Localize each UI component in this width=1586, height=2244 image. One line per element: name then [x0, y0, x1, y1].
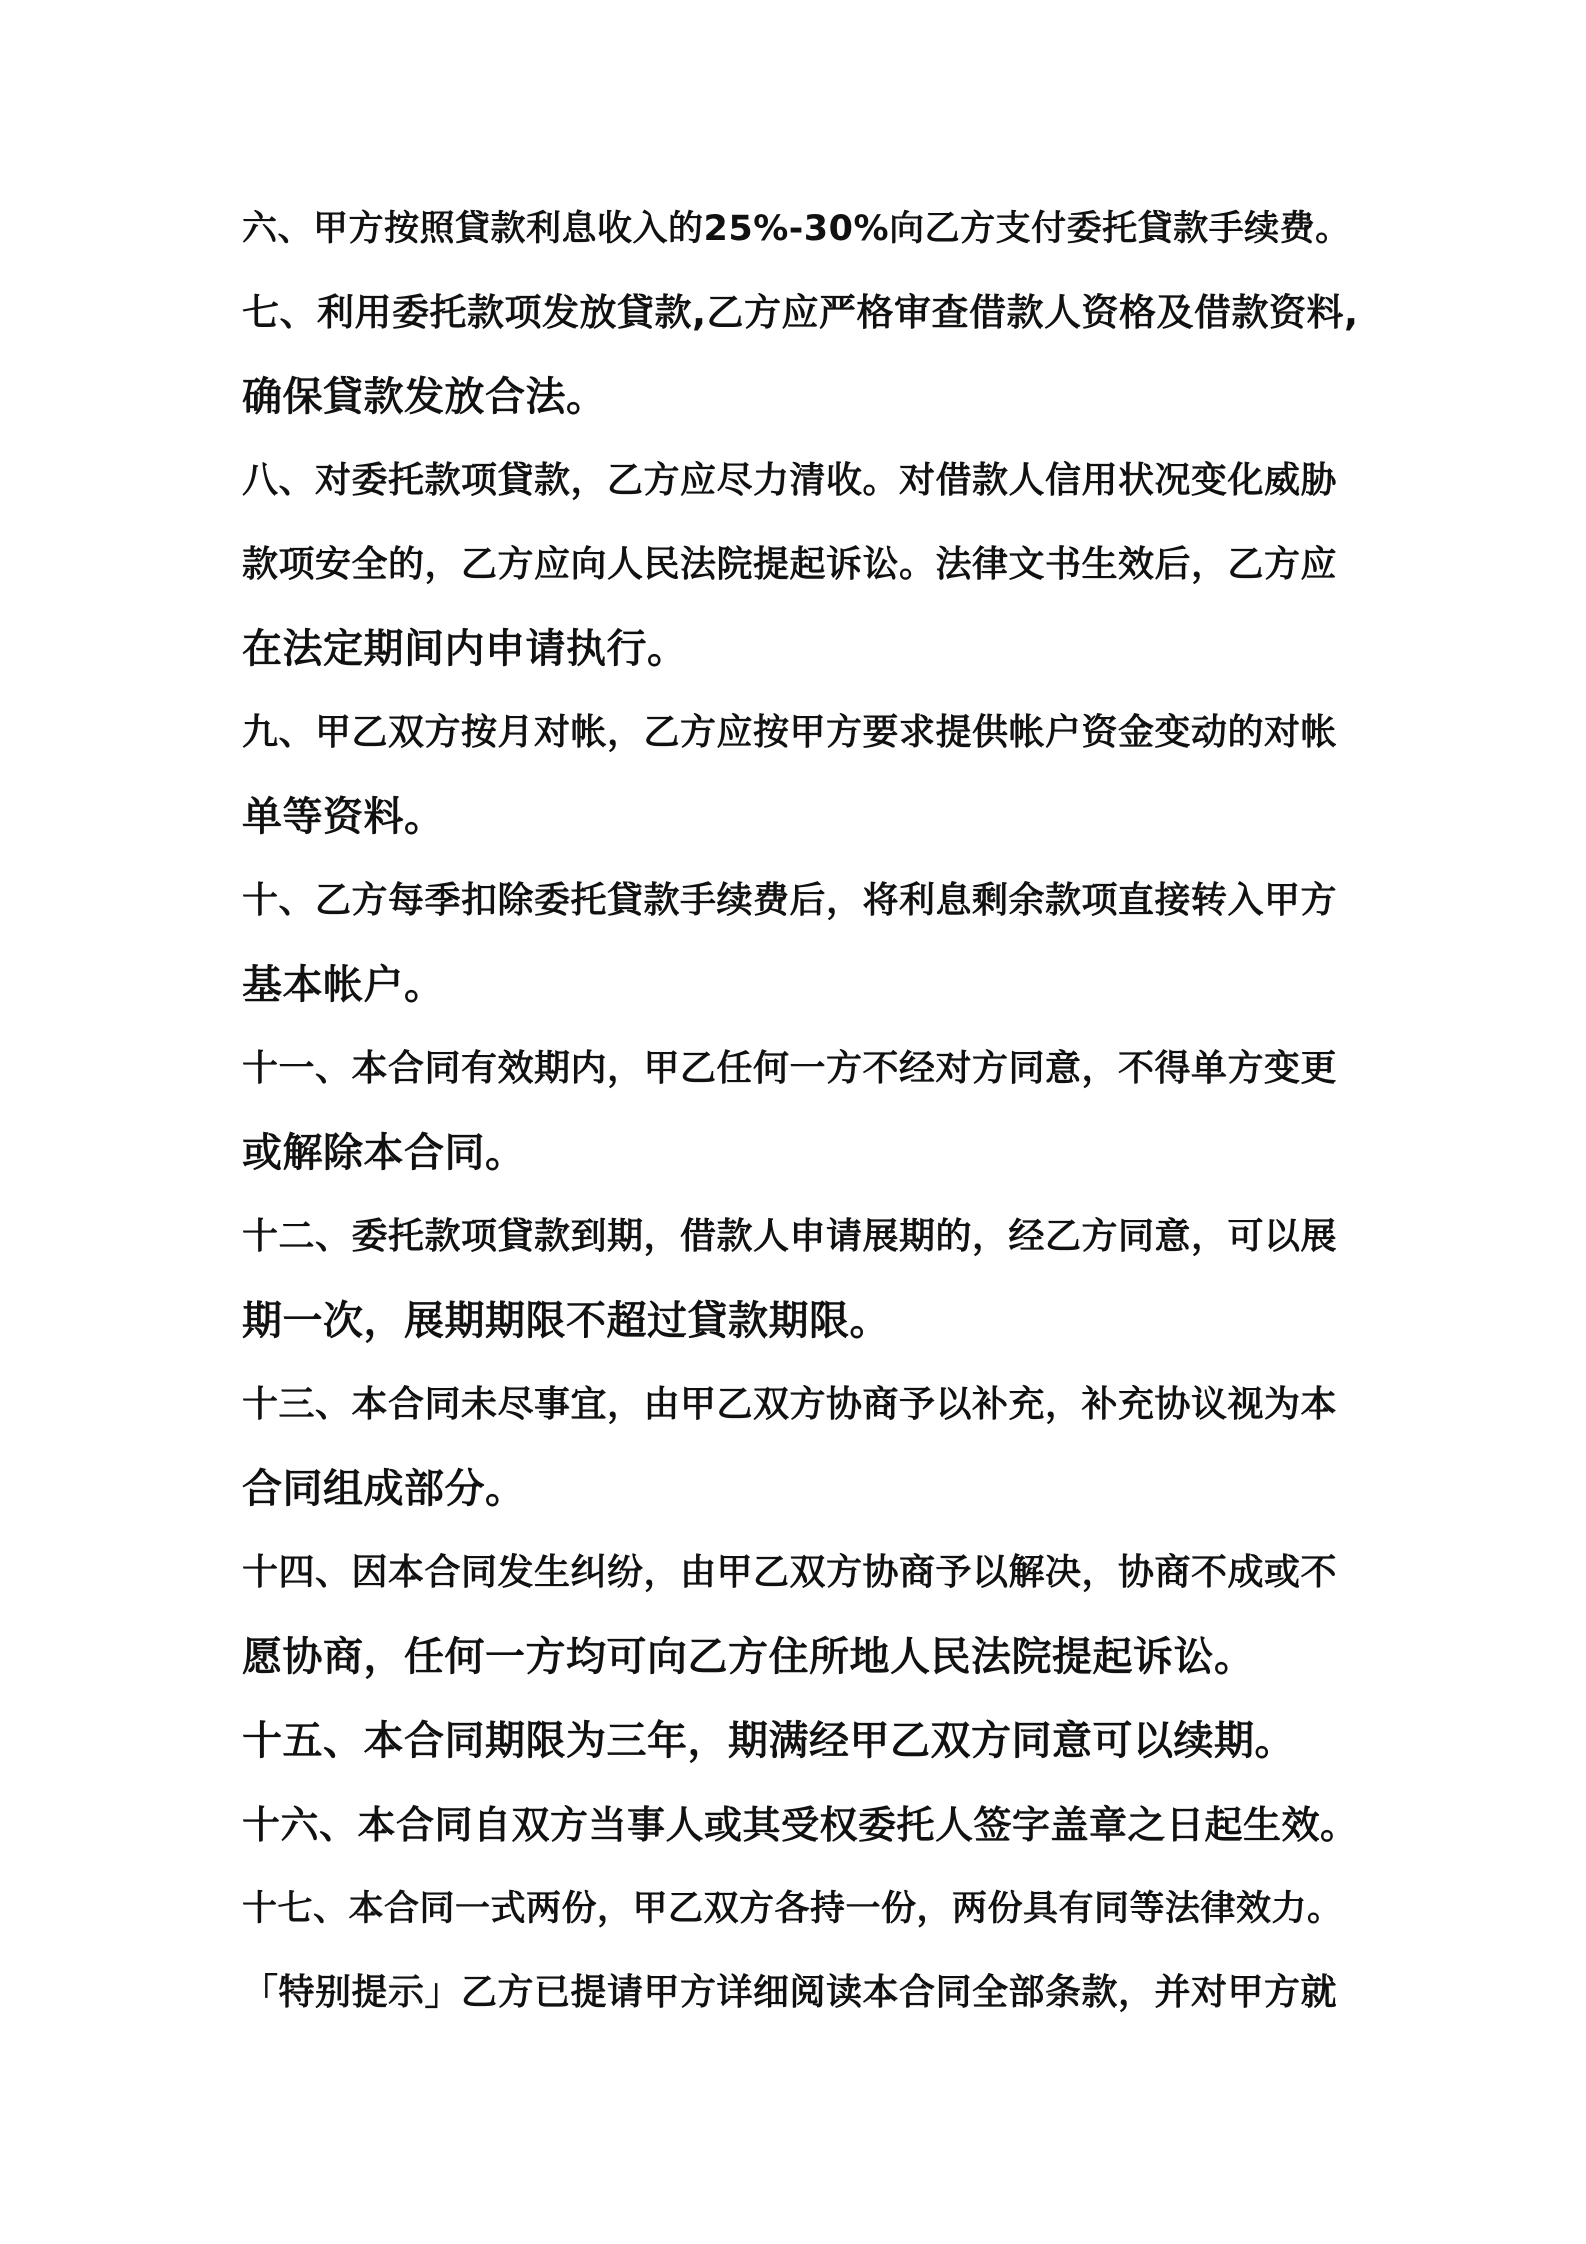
text-line-clause-14-cont: 愿协商，任何一方均可向乙方住所地人民法院提起诉讼。	[242, 1634, 1255, 1680]
text-line-clause-7: 七、利用委托款项发放貸款,乙方应严格审查借款人资格及借款资料,	[242, 291, 1359, 334]
text-line-clause-11-cont: 或解除本合同。	[242, 1130, 526, 1176]
text-line-clause-9: 九、甲乙双方按月对帐，乙方应按甲方要求提供帐户资金变动的对帐	[242, 712, 1338, 753]
text-line-special-notice: 「特别提示」乙方已提请甲方详细阅读本合同全部条款，并对甲方就	[242, 1972, 1338, 2013]
text-line-clause-6: 六、甲方按照貸款利息收入的25%-30%向乙方支付委托貸款手续费。	[242, 209, 1351, 249]
text-line-clause-10: 十、乙方每季扣除委托貸款手续费后，将利息剩余款项直接转入甲方	[242, 880, 1338, 921]
text-line-clause-17: 十七、本合同一式两份，甲乙双方各持一份，两份具有同等法律效力。	[242, 1889, 1343, 1929]
text-line-clause-12-cont: 期一次，展期期限不超过貸款期限。	[242, 1298, 890, 1344]
text-line-clause-12: 十二、委托款项貸款到期，借款人申请展期的，经乙方同意，可以展	[242, 1216, 1338, 1257]
text-line-clause-15: 十五、本合同期限为三年，期满经甲乙双方同意可以续期。	[242, 1718, 1295, 1764]
text-line-clause-8-cont: 在法定期间内申请执行。	[242, 626, 688, 672]
text-line-clause-16: 十六、本合同自双方当事人或其受权委托人签字盖章之日起生效。	[242, 1803, 1359, 1847]
text-line-clause-10-cont: 基本帐户。	[242, 962, 445, 1008]
text-line-clause-9-cont: 单等资料。	[242, 794, 445, 840]
text-line-clause-14: 十四、因本合同发生纠纷，由甲乙双方协商予以解决，协商不成或不	[242, 1552, 1338, 1593]
text-line-clause-7-cont: 确保貸款发放合法。	[242, 374, 607, 420]
text-line-clause-11: 十一、本合同有效期内，甲乙任何一方不经对方同意，不得单方变更	[242, 1048, 1338, 1089]
text-line-clause-13-cont: 合同组成部分。	[242, 1466, 526, 1512]
text-line-clause-8: 八、对委托款项貸款，乙方应尽力清收。对借款人信用状况变化威胁	[242, 460, 1338, 501]
text-line-clause-13: 十三、本合同未尽事宜，由甲乙双方协商予以补充，补充协议视为本	[242, 1384, 1338, 1425]
text-line-clause-8-cont: 款项安全的，乙方应向人民法院提起诉讼。法律文书生效后，乙方应	[242, 544, 1338, 585]
